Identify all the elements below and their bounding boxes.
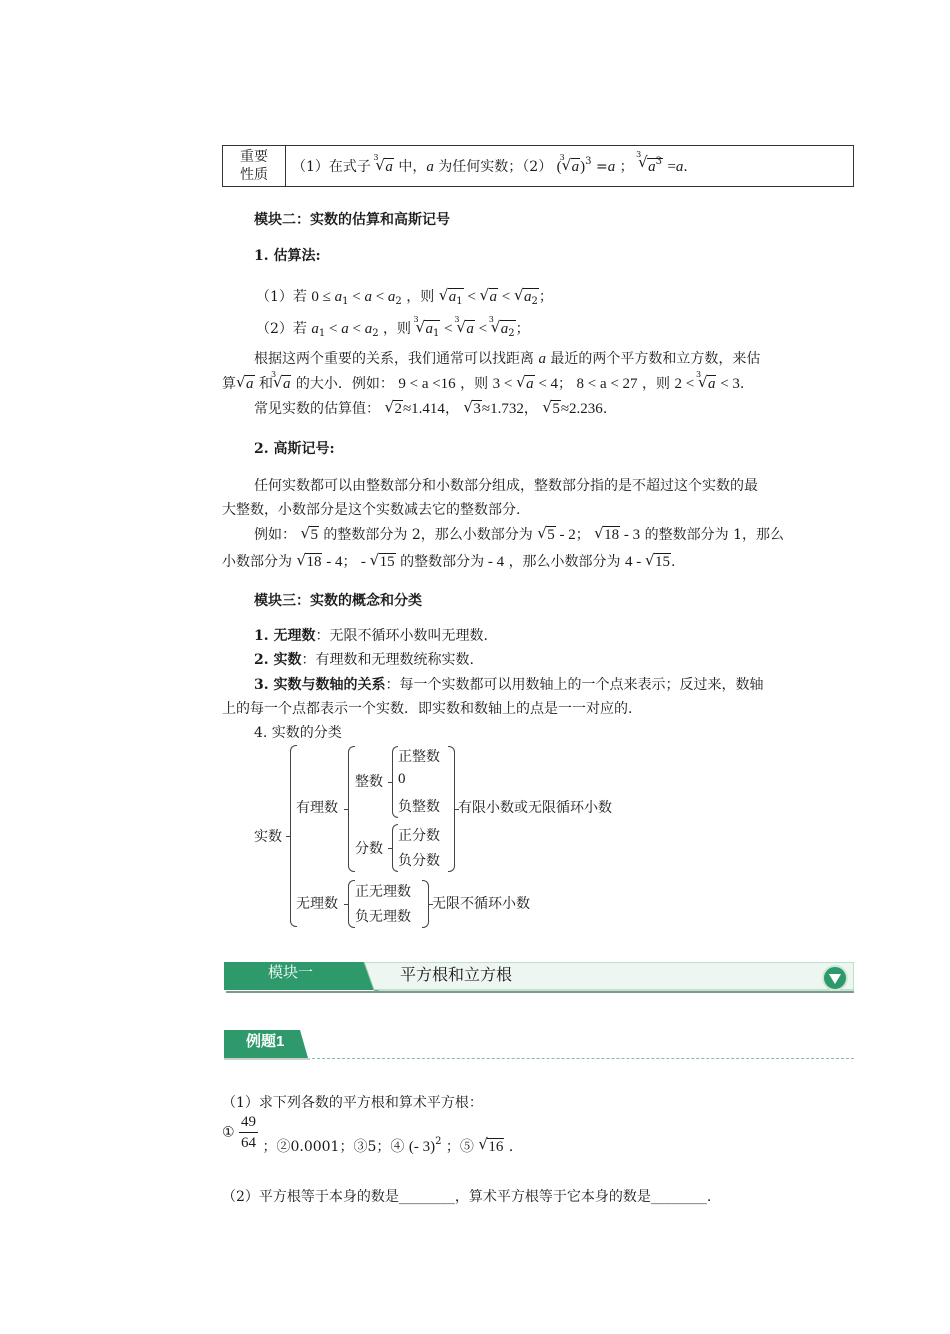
tree-pos-int: 正整数 — [398, 749, 440, 765]
example-q2: （2）平方根等于本身的数是________，算术平方根等于它本身的数是________. — [222, 1189, 712, 1205]
item-irrational — [254, 625, 488, 645]
module2-title: 模块二：实数的估算和高斯记号 — [254, 212, 450, 228]
tree-rational: 有理数 — [296, 800, 338, 816]
case2: （2）若 $a_1 < a < a_2$ ，则 √ 3 $a_1$ < √ 3 a < √ 3 $a_2$； — [256, 318, 530, 339]
common-values: 常见实数的估算值： √ 2≈1.414， √ 3≈1.732， √ 5≈2.236. — [254, 398, 607, 418]
example-divider — [312, 1058, 854, 1059]
case1-then: ，则 — [406, 289, 435, 305]
tree-zero: 0 — [398, 771, 406, 787]
para2: 算√ a 和 √ 3 a 的大小．例如： 9 < a <16 ，则 3 < √ a < 4； 8 < a < 27 ，则 2 < √ 3 a < 3. — [222, 373, 744, 393]
ex-c: 的整数部分为 1，那么 — [644, 527, 784, 543]
tree-fraction: 分数 — [355, 841, 383, 857]
example-q1: （1）求下列各数的平方根和算术平方根： — [222, 1095, 483, 1111]
eq1: = — [595, 159, 608, 175]
brace-irrational — [348, 880, 355, 928]
end-dot: ． — [683, 159, 698, 175]
v5: ≈2.236 — [560, 401, 603, 417]
banner-shape — [224, 962, 854, 994]
example-tag-label: 例题1 — [246, 1033, 285, 1050]
v2: ≈1.414 — [402, 401, 445, 417]
choices-end: ． — [508, 1138, 523, 1155]
cbrt-a: √ 3 a — [375, 159, 394, 176]
estimation-title: 1. 估算法: — [254, 248, 321, 264]
i1-label: 1. 无理数 — [254, 628, 316, 644]
property-table — [222, 145, 854, 187]
brace-rational — [348, 746, 355, 872]
banner-title: 平方根和立方根 — [400, 967, 513, 984]
i3-label: 3. 实数与数轴的关系 — [254, 677, 386, 693]
para1-b: 最近的两个平方数和立方数，来估 — [550, 351, 761, 367]
i2-label: 2. 实数 — [254, 652, 302, 668]
i2-text: ：有理数和无理数统称实数. — [301, 652, 474, 668]
tree-pos-irr: 正无理数 — [355, 884, 411, 900]
property-content: （1）在式子 √ 3 a 中，a 为任何实数；（2） ( √ 3 a)$^3$ =a ； √ 3 $a^3 =a$． — [286, 146, 854, 187]
case2-then: ，则 — [383, 321, 412, 337]
item-real — [254, 649, 474, 669]
case1: （1）若 $0 \le a_1 < a < a_2$ ，则 √ $a_1$ < √ a < √ $a_2$； — [256, 286, 553, 307]
brace-irrational-right — [422, 880, 429, 928]
header-line2: 性质 — [240, 167, 268, 183]
choices-mid: ；②0.0001；③5；④ — [262, 1138, 405, 1155]
collapse-button[interactable] — [822, 965, 848, 991]
tree-integer: 整数 — [355, 774, 383, 790]
banner-tab: 模块一 — [268, 964, 314, 981]
p1-mid: 中， — [398, 159, 427, 175]
item-classification: 4. 实数的分类 — [254, 725, 342, 741]
frac-den: 64 — [241, 1135, 257, 1151]
ex-b: 的整数部分为 2，那么小数部分为 — [323, 527, 533, 543]
p1-prefix: （1）在式子 — [292, 159, 371, 175]
ex-e: 的整数部分为 — [400, 554, 485, 570]
gauss-example2: 小数部分为 √ 18 - 4； - √ 15 的整数部分为 - 4 ，那么小数部分为 4 - √ 15. — [222, 551, 675, 571]
tree-rational-desc: 有限小数或无限循环小数 — [458, 800, 612, 816]
ex1-then: ，则 — [460, 376, 489, 392]
ex2-then: ，则 — [642, 376, 671, 392]
example-choices: ① $\frac{49}{64}$ ；②0.0001；③5；④ (- 3)$^2$ ；⑤ √ 16 ． — [222, 1112, 523, 1157]
choices-mid2: ；⑤ — [445, 1138, 474, 1155]
para2-b: 和 — [258, 376, 273, 392]
ex2-cond: 8 < a < 27 — [576, 376, 638, 392]
brace-rational-right — [448, 746, 455, 872]
v3: ≈1.732 — [481, 401, 524, 417]
gauss-example1: 例如： √ 5 的整数部分为 2，那么小数部分为 √ 5 - 2； √ 18 - 3 的整数部分为 1，那么 — [254, 524, 784, 544]
para2-c: 的大小．例如： — [295, 376, 394, 392]
gauss-line1: 任何实数都可以由整数部分和小数部分组成，整数部分指的是不超过这个实数的最 — [254, 478, 758, 494]
item-axis-line2: 上的每一个点都表示一个实数．即实数和数轴上的点是一一对应的. — [222, 701, 633, 717]
ex1-cond: 9 < a <16 — [398, 376, 456, 392]
para1: 根据这两个重要的关系，我们通常可以找距离 a 最近的两个平方数和立方数，来估 — [254, 351, 761, 367]
para2-a: 算 — [222, 376, 236, 392]
tree-pos-frac: 正分数 — [398, 828, 440, 844]
frac-num: 49 — [239, 1112, 258, 1133]
tree-neg-irr: 负无理数 — [355, 909, 411, 925]
tree-irrational: 无理数 — [296, 896, 338, 912]
gauss-title: 2. 高斯记号: — [254, 441, 335, 457]
i3-text: ：每一个实数都可以用数轴上的一个点来表示；反过来，数轴 — [385, 677, 764, 693]
tree-neg-frac: 负分数 — [398, 853, 440, 869]
case2-prefix: （2）若 — [256, 321, 307, 337]
ex-a: 例如： — [254, 527, 296, 543]
example-tag — [224, 1030, 310, 1058]
gauss-line2: 大整数，小数部分是这个实数减去它的整数部分. — [222, 502, 521, 518]
section-banner — [224, 962, 854, 992]
ex-d: 小数部分为 — [222, 554, 292, 570]
choice-1-mark: ① — [222, 1124, 235, 1141]
tree-root: 实数 — [254, 829, 282, 845]
module3-title: 模块三：实数的概念和分类 — [254, 593, 422, 609]
property-header — [223, 146, 286, 187]
p1-suffix: 为任何实数；（2） — [438, 159, 553, 175]
ex-f: ，那么小数部分为 — [508, 554, 621, 570]
tree-irrational-desc: 无限不循环小数 — [432, 896, 530, 912]
common-label: 常见实数的估算值： — [254, 401, 380, 417]
triangle-down-icon — [824, 967, 846, 989]
fraction-49-64 — [239, 1112, 258, 1153]
para1-a: 根据这两个重要的关系，我们通常可以找距离 — [254, 351, 534, 367]
item-axis — [254, 674, 764, 694]
case1-prefix: （1）若 — [256, 289, 307, 305]
sep: ； — [619, 159, 634, 175]
tree-neg-int: 负整数 — [398, 799, 440, 815]
header-line1: 重要 — [240, 149, 268, 165]
i1-text: ：无限不循环小数叫无理数. — [315, 628, 488, 644]
